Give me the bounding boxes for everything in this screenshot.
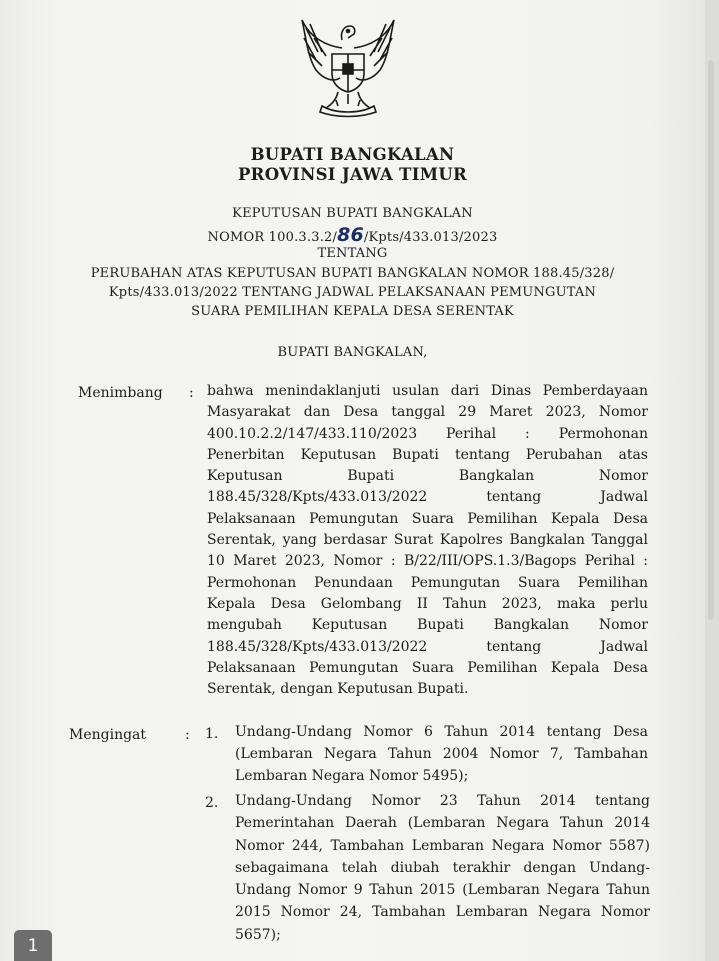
decree-number-suffix: /Kpts/433.013/2023: [363, 230, 498, 245]
tentang-heading: TENTANG: [317, 246, 388, 261]
text-line: Nomor 244, Tambahan Lembaran Negara Nomor 5587): [235, 837, 650, 854]
text-line: Undang-Undang Nomor 23 Tahun 2014 tentang: [235, 793, 650, 809]
issuer-title: BUPATI BANGKALAN: [250, 145, 455, 164]
text-line: (Lembaran Negara Tahun 2004 Nomor 7, Tambahan: [235, 746, 648, 762]
list-item: [235, 721, 648, 787]
text-line: Permohonan Penundaan Pemungutan Suara Pemilihan: [207, 574, 648, 591]
text-line: 188.45/328/Kpts/433.013/2022 tentang Jadwal: [207, 638, 648, 655]
text-line: Pelaksanaan Pemungutan Suara Pemilihan Kepala Desa: [207, 510, 648, 527]
text-line: 400.10.2.2/147/433.110/2023 Perihal : Permohonan: [207, 425, 648, 442]
decree-subject-line: Kpts/433.013/2022 TENTANG JADWAL PELAKSANAAN PEMUNGUTAN: [108, 285, 597, 300]
text-line: Keputusan Bupati Bangkalan Nomor: [207, 468, 648, 485]
province-title: PROVINSI JAWA TIMUR: [237, 165, 468, 184]
mengingat-label: Mengingat: [69, 727, 147, 743]
text-line: Undang Nomor 9 Tahun 2015 (Lembaran Negara Tahun: [235, 882, 650, 899]
handwritten-number: 86: [337, 224, 364, 246]
list-item-number: 2.: [205, 795, 219, 811]
garuda-emblem-icon: [292, 8, 404, 120]
text-line: bahwa menindaklanjuti usulan dari Dinas Pemberdayaan: [207, 383, 648, 399]
text-line: 188.45/328/Kpts/433.013/2022 tentang Jadwal: [207, 489, 648, 506]
text-line: 10 Maret 2023, Nomor : B/22/III/OPS.1.3/Bagops Perihal :: [207, 553, 648, 570]
text-line: Serentak, yang berdasar Surat Kapolres Bangkalan Tanggal: [207, 532, 648, 549]
list-item: [235, 790, 650, 946]
text-line: Lembaran Negara Nomor 5495);: [235, 768, 469, 784]
text-line: 2015 Nomor 24, Tambahan Lembaran Negara Nomor: [235, 904, 650, 921]
text-line: Masyarakat dan Desa tanggal 29 Maret 2023, Nomor: [207, 404, 648, 421]
mengingat-colon: :: [185, 727, 190, 743]
scrollbar[interactable]: [708, 60, 714, 620]
page-number-badge[interactable]: 1: [14, 930, 52, 961]
text-line: Penerbitan Keputusan Bupati tentang Perubahan atas: [207, 446, 648, 463]
text-line: 5657);: [235, 926, 281, 943]
list-item-number: 1.: [205, 726, 219, 742]
decree-subject-line: SUARA PEMILIHAN KEPALA DESA SERENTAK: [191, 304, 514, 319]
text-line: Kepala Desa Gelombang II Tahun 2023, maka perlu: [207, 595, 648, 612]
text-line: mengubah Keputusan Bupati Bangkalan Nomor: [207, 617, 648, 634]
decree-number: [0, 224, 705, 246]
text-line: Undang-Undang Nomor 6 Tahun 2014 tentang Desa: [235, 724, 648, 740]
decree-subject-line: PERUBAHAN ATAS KEPUTUSAN BUPATI BANGKALAN NOMOR 188.45/328/: [90, 266, 615, 281]
text-line: Pelaksanaan Pemungutan Suara Pemilihan Kepala Desa: [207, 659, 648, 676]
text-line: Serentak, dengan Keputusan Bupati.: [207, 681, 469, 698]
decree-heading: KEPUTUSAN BUPATI BANGKALAN: [232, 206, 473, 221]
menimbang-label: Menimbang: [78, 385, 163, 401]
menimbang-colon: :: [189, 385, 194, 401]
issuer-name: BUPATI BANGKALAN,: [277, 345, 428, 360]
text-line: Pemerintahan Daerah (Lembaran Negara Tahun 2014: [235, 815, 650, 832]
text-line: sebagaimana telah diubah terakhir dengan Undang-: [235, 859, 650, 876]
decree-number-prefix: NOMOR 100.3.3.2/: [207, 230, 338, 245]
menimbang-paragraph: [207, 381, 648, 700]
